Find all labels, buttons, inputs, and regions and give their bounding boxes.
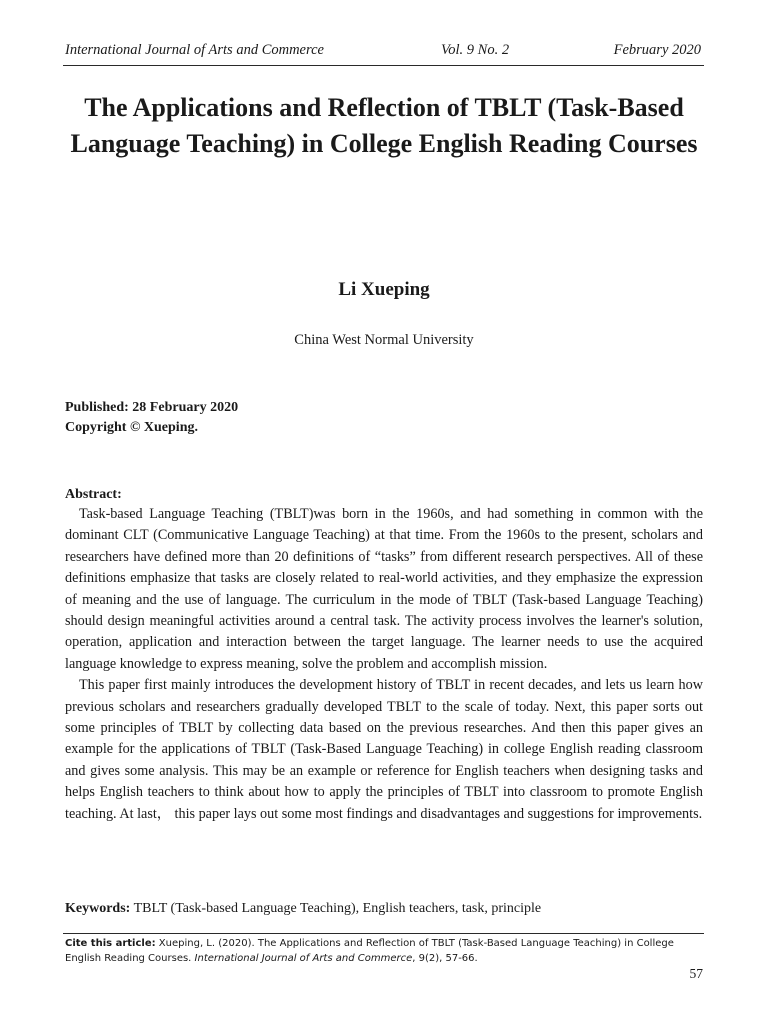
keywords-list: TBLT (Task-based Language Teaching), English teachers, task, principle xyxy=(133,901,542,916)
publication-meta xyxy=(65,398,238,438)
author-affiliation: China West Normal University xyxy=(294,332,474,348)
citation-journal: International Journal of Arts and Commerce xyxy=(194,953,413,964)
author-name: Li Xueping xyxy=(338,279,430,300)
article-title: The Applications and Reflection of TBLT (Task-Based Language Teaching) in College English Reading Courses xyxy=(70,93,698,158)
abstract-body xyxy=(65,504,703,825)
issue-date: February 2020 xyxy=(613,42,701,58)
citation-volume-pages: , 9(2), 57-66. xyxy=(412,953,478,964)
citation-label: Cite this article: xyxy=(65,938,156,949)
running-header xyxy=(65,42,703,62)
keywords-label: Keywords: xyxy=(65,901,131,916)
abstract-paragraph: Task-based Language Teaching (TBLT)was born in the 1960s, and had something in common with the dominant CLT (Communicative Language Teaching) at that time. From the 1960s to the present, scholars and researchers have defined more than 20 definitions of “tasks” from different research perspectives. All of these definitions emphasize that tasks are closely related to real-world activities, and they emphasize the expression of meaning and the use of language. The curriculum in the mode of TBLT (Task-based Language Teaching) should design meaningful activities around a central task. The activity process involves the learner's solution, operation, application and interaction between the target language. The learner needs to use the acquired language knowledge to express meaning, solve the problem and accomplish mission. xyxy=(65,506,703,672)
footer-divider xyxy=(63,933,704,934)
published-date: Published: 28 February 2020 xyxy=(65,400,239,415)
header-divider xyxy=(63,65,704,66)
abstract-paragraph: This paper first mainly introduces the development history of TBLT in recent decades, and lets us learn how previous scholars and researchers gradually developed TBLT to the scale of today. Next, this paper sorts out some principles of TBLT by collecting data based on the previous researches. And then this paper gives an example for the applications of TBLT (Task-Based Language Teaching) in college English reading classroom and gives some analysis. This may be an example or reference for English teachers when designing tasks and helps English teachers to think about how to apply the principles of TBLT into classroom to promote English teaching. At last， this paper lays out some most findings and disadvantages and suggestions for improvements. xyxy=(65,677,703,822)
keywords xyxy=(65,899,703,919)
copyright-notice: Copyright © Xueping. xyxy=(65,420,198,435)
page-number: 57 xyxy=(689,966,703,981)
citation-text: Xueping, L. (2020). The Applications and Reflection of TBLT (Task-Based Language Teaching) in College English Reading Courses. xyxy=(65,938,674,964)
abstract-heading: Abstract: xyxy=(65,487,122,502)
citation xyxy=(65,936,703,966)
volume-issue: Vol. 9 No. 2 xyxy=(441,42,510,58)
journal-name: International Journal of Arts and Commerce xyxy=(65,42,324,58)
